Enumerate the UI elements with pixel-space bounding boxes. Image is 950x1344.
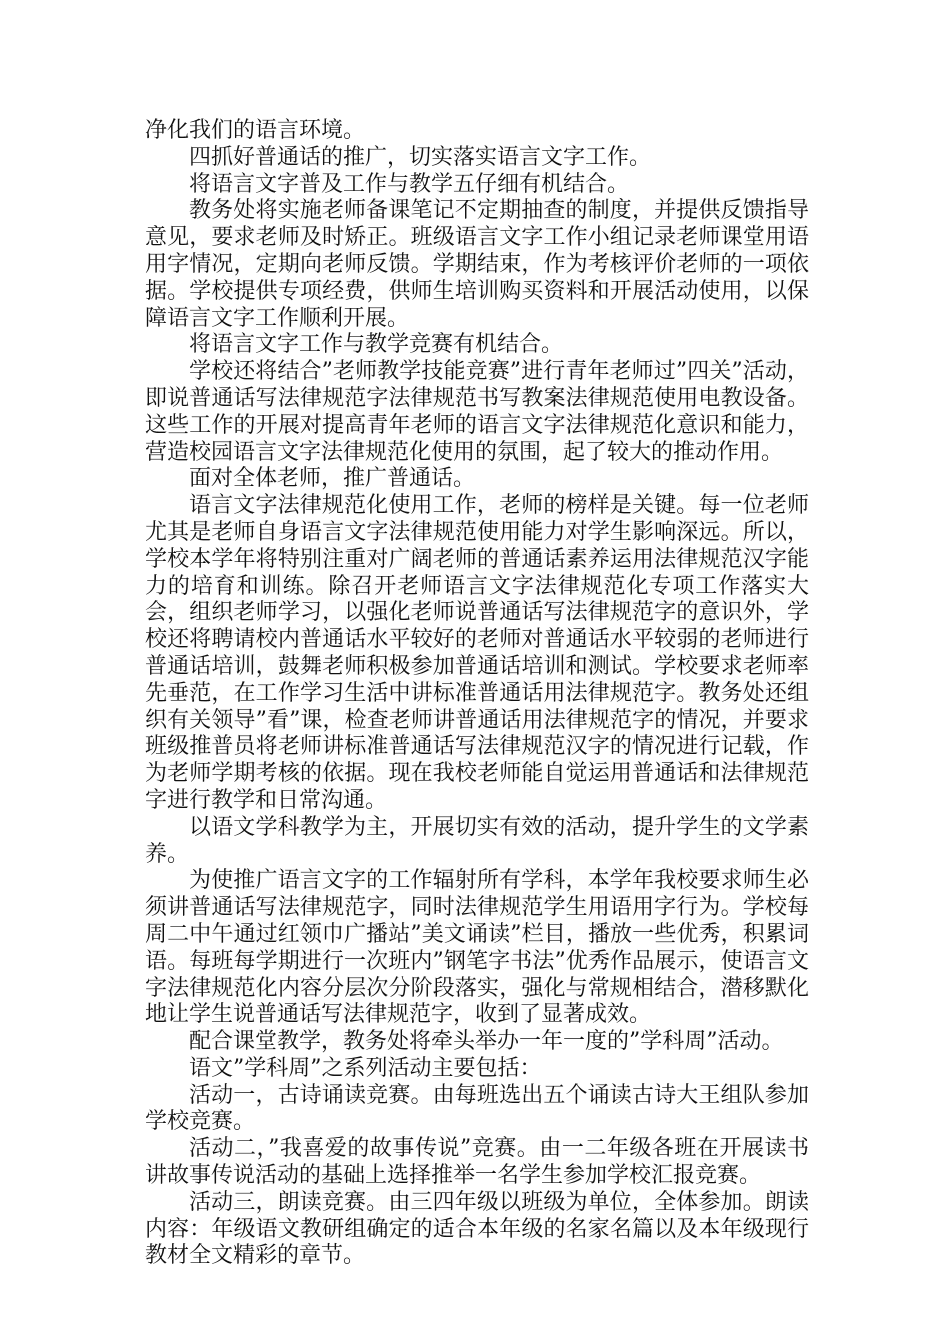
paragraph-heading-competition: 将语言文字工作与教学竞赛有机结合。	[189, 332, 564, 358]
paragraph-activity-three: 活动三，朗读竞赛。由三四年级以班级为单位，全体参加。朗读内容：年级语文教研组确定的适合本年级的名家名篇以及本年级现行教材全文精彩的章节。	[145, 1189, 809, 1269]
paragraph-all-subjects: 为使推广语言文字的工作辐射所有学科，本学年我校要求师生必须讲普通话写法律规范字，同时法律规范学生用语用字行为。学校每周二中午通过红领巾广播站”美文诵读”栏目，播放一些优秀，积累词语。每班每学期进行一次班内”钢笔字书法”优秀作品展示，使语言文字法律规范化内容分层次分阶段落实，强化与常规相结合，潜移默化地让学生说普通话写法律规范字，收到了显著成效。	[145, 868, 809, 1028]
document-page	[145, 118, 809, 1270]
paragraph-subject-week: 配合课堂教学，教务处将牵头举办一年一度的”学科周”活动。	[189, 1029, 784, 1055]
paragraph-lesson-plan-check: 教务处将实施老师备课笔记不定期抽查的制度，并提供反馈指导意见，要求老师及时矫正。班级语言文字工作小组记录老师课堂用语用字情况，定期向老师反馈。学期结束，作为考核评价老师的一项依据。学校提供专项经费，供师生培训购买资料和开展活动使用，以保障语言文字工作顺利开展。	[145, 198, 809, 331]
paragraph-heading-teaching: 将语言文字普及工作与教学五仔细有机结合。	[189, 171, 630, 197]
paragraph-four-passes: 学校还将结合”老师教学技能竞赛”进行青年老师过”四关”活动，即说普通话写法律规范字法律规范书写教案法律规范使用电教设备。这些工作的开展对提高青年老师的语言文字法律规范化意识和能力，营造校园语言文字法律规范化使用的氛围，起了较大的推动作用。	[145, 359, 809, 465]
paragraph-teacher-role-model: 语言文字法律规范化使用工作，老师的榜样是关键。每一位老师尤其是老师自身语言文字法律规范使用能力对学生影响深远。所以，学校本学年将特别注重对广阔老师的普通话素养运用法律规范汉字能力的培育和训练。除召开老师语言文字法律规范化专项工作落实大会，组织老师学习，以强化老师说普通话写法律规范字的意识外，学校还将聘请校内普通话水平较好的老师对普通话水平较弱的老师进行普通话培训，鼓舞老师积极参加普通话培训和测试。学校要求老师率先垂范，在工作学习生活中讲标准普通话用法律规范字。教务处还组织有关领导”看”课，检查老师讲普通话用法律规范字的情况，并要求班级推普员将老师讲标准普通话写法律规范汉字的情况进行记载，作为老师学期考核的依据。现在我校老师能自觉运用普通话和法律规范字进行教学和日常沟通。	[145, 493, 809, 813]
paragraph-heading-promotion: 四抓好普通话的推广，切实落实语言文字工作。	[189, 144, 652, 170]
paragraph-heading-literacy: 以语文学科教学为主，开展切实有效的活动，提升学生的文学素养。	[145, 814, 809, 867]
paragraph-activities-intro: 语文”学科周”之系列活动主要包括：	[189, 1055, 542, 1081]
paragraph-heading-all-teachers: 面对全体老师，推广普通话。	[189, 466, 476, 492]
paragraph-activity-two: 活动二，”我喜爱的故事传说”竞赛。由一二年级各班在开展读书讲故事传说活动的基础上选择推举一名学生参加学校汇报竞赛。	[145, 1136, 809, 1189]
paragraph-continuation: 净化我们的语言环境。	[145, 118, 366, 143]
paragraph-activity-one: 活动一，古诗诵读竞赛。由每班选出五个诵读古诗大王组队参加学校竞赛。	[145, 1082, 809, 1135]
